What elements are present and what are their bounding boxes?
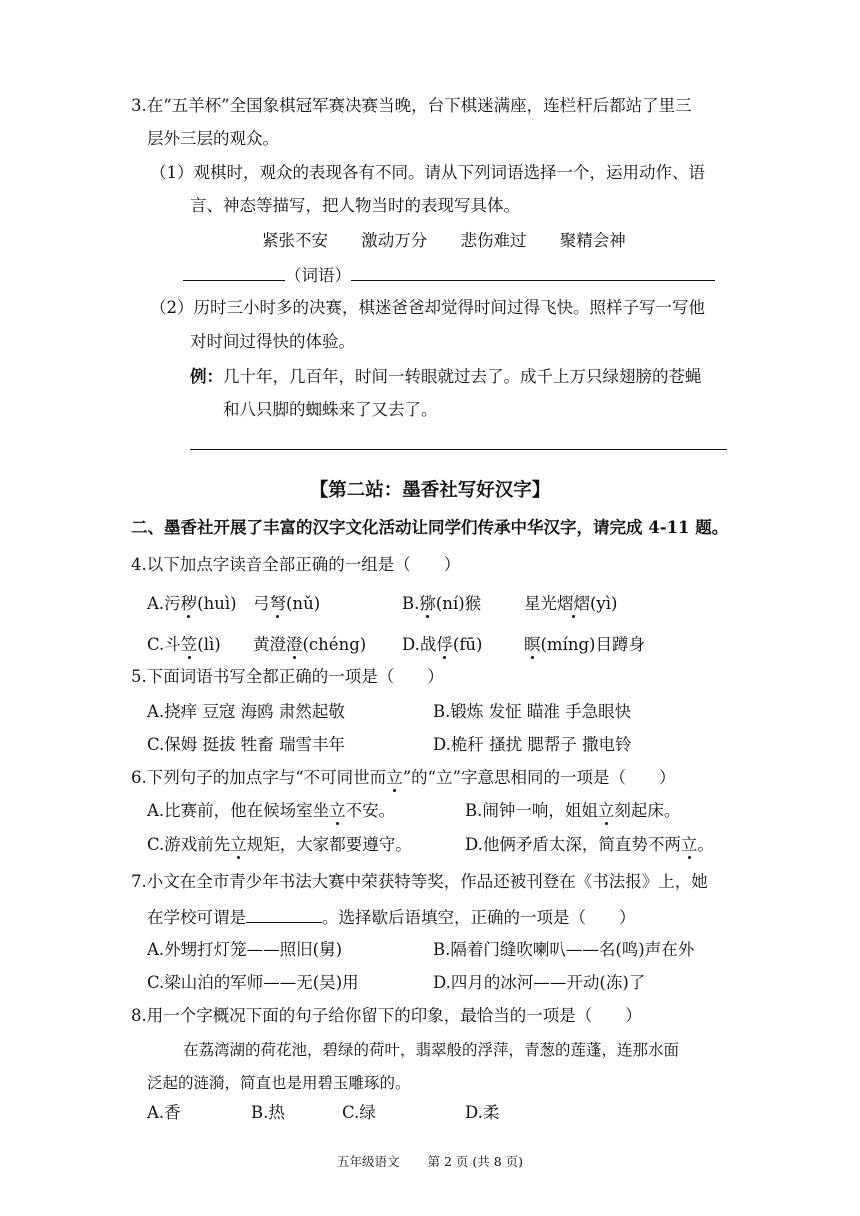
q4-option-d[interactable]: D.战俘(fū): [402, 635, 483, 654]
q3-sub2-line1: （2）历时三小时多的决赛，棋迷爸爸却觉得时间过得飞快。照样子写一写他: [150, 298, 705, 317]
q3-sub1-line1: （1）观棋时，观众的表现各有不同。请从下列词语选择一个，运用动作、语: [150, 163, 705, 182]
q3-example-line1: [190, 365, 702, 389]
q4-option-a-word2: 弓弩(nǔ): [253, 594, 321, 613]
q7-option-c[interactable]: C.梁山泊的军师——无(吴)用: [147, 973, 359, 992]
q4-option-c[interactable]: C.斗笠(lì): [147, 635, 221, 654]
q3-stem-line2: 层外三层的观众。: [147, 129, 279, 148]
q7-option-b[interactable]: B.隔着门缝吹喇叭——名(鸣)声在外: [433, 940, 695, 959]
q3-word-4: 聚精会神: [559, 231, 626, 250]
q5-option-c[interactable]: C.保姆 挺拔 牲畜 瑞雪丰年: [147, 735, 346, 754]
q3-word-blank[interactable]: [183, 262, 285, 281]
section-heading: 二、墨香社开展了丰富的汉字文化活动让同学们传承中华汉字，请完成 4-11 题。: [131, 518, 729, 537]
q3-word-2: 激动万分: [361, 231, 428, 250]
q3-example-line2: 和八只脚的蜘蛛来了又去了。: [223, 400, 438, 419]
footer-page-number: 第 2 页 (共 8 页): [427, 1154, 524, 1169]
q3-word-1: 紧张不安: [262, 231, 328, 250]
q4-option-b[interactable]: B.猕(ní)猴: [402, 594, 482, 613]
q3-sub2-line2: 对时间过得快的体验。: [190, 332, 355, 351]
q3-sub1-line2: 言、神态等描写，把人物当时的表现写具体。: [190, 196, 520, 215]
q7-blank[interactable]: [246, 904, 322, 923]
q5-option-a[interactable]: A.挠痒 豆寇 海鸥 肃然起敬: [147, 702, 345, 721]
q3-word-list: [262, 229, 626, 253]
q8-option-a[interactable]: A.香: [147, 1103, 181, 1122]
q5-option-d[interactable]: D.桅秆 搔扰 腮帮子 撒电铃: [433, 735, 632, 754]
q8-option-d[interactable]: D.柔: [465, 1103, 500, 1122]
q5-option-b[interactable]: B.锻炼 发怔 瞄准 手急眼快: [433, 702, 632, 721]
q3-word-3: 悲伤难过: [460, 231, 527, 250]
q7-stem-line2: 在学校可谓是 。选择歇后语填空，正确的一项是（ ）: [147, 904, 636, 930]
q6-option-d[interactable]: D.他俩矛盾太深，简直势不两立。: [465, 835, 714, 854]
q3-answer-line[interactable]: [190, 449, 727, 450]
q8-option-b[interactable]: B.热: [251, 1103, 285, 1122]
q7-option-d[interactable]: D.四月的冰河——开动(冻)了: [433, 973, 646, 992]
q3-description-blank[interactable]: [351, 262, 715, 281]
q7-option-a[interactable]: A.外甥打灯笼——照旧(舅): [147, 940, 343, 959]
q3-stem-line1: 3.在“五羊杯”全国象棋冠军赛决赛当晚，台下棋迷满座，连栏杆后都站了里三: [131, 96, 692, 115]
q6-option-b[interactable]: B.闹钟一响，姐姐立刻起床。: [465, 801, 681, 820]
station2-title: 【第二站：墨香社写好汉字】: [309, 480, 551, 501]
footer-subject: 五年级语文: [336, 1154, 400, 1169]
q4-option-a[interactable]: A.污秽(huì): [147, 594, 237, 613]
q8-passage-line1: 在荔湾湖的荷花池，碧绿的荷叶，翡翠般的浮萍，青葱的莲蓬，连那水面: [183, 1041, 680, 1059]
q8-stem: 8.用一个字概况下面的句子给你留下的印象，最恰当的一项是（ ）: [131, 1006, 642, 1025]
q6-option-c[interactable]: C.游戏前先立规矩，大家都要遵守。: [147, 835, 412, 854]
page-footer: [0, 1152, 860, 1170]
q4-option-b-word2: 星光熠熠(yì): [524, 594, 618, 613]
q3-example-label: 例：: [190, 367, 223, 386]
q6-option-a[interactable]: A.比赛前，他在候场室坐立不安。: [147, 801, 396, 820]
q3-answer-row: [183, 262, 715, 288]
q6-stem: 6.下列句子的加点字与“不可同世而立”的“立”字意思相同的一项是（ ）: [131, 768, 676, 787]
q4-stem: 4.以下加点字读音全部正确的一组是（ ）: [131, 555, 461, 574]
q8-option-c[interactable]: C.绿: [342, 1103, 376, 1122]
q3-word-label: （词语）: [285, 266, 351, 285]
q8-passage-line2: 泛起的涟漪，简直也是用碧玉雕琢的。: [147, 1074, 411, 1092]
q4-option-c-word2: 黄澄澄(chéng): [253, 635, 367, 654]
q4-option-d-word2: 瞑(míng)目蹲身: [524, 635, 645, 654]
q5-stem: 5.下面词语书写全都正确的一项是（ ）: [131, 667, 444, 686]
q3-example-text1: 几十年，几百年，时间一转眼就过去了。成千上万只绿翅膀的苍蝇: [223, 367, 702, 386]
q7-stem-line1: 7.小文在全市青少年书法大赛中荣获特等奖，作品还被刊登在《书法报》上，她: [131, 872, 708, 891]
